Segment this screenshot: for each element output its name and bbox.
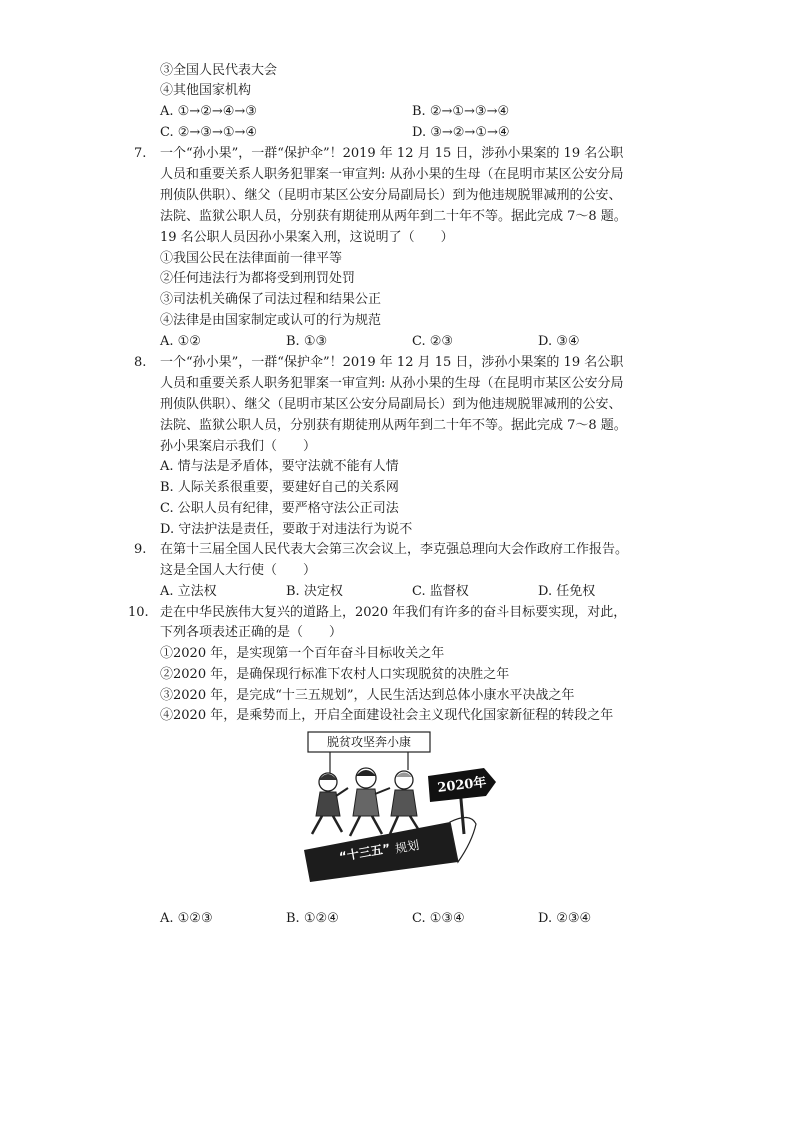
q10-item-3: ③2020 年，是完成“十三五规划”，人民生活达到总体小康水平决战之年 (160, 688, 575, 703)
q8-stem-line: 一个“孙小果”，一群“保护伞”！2019 年 12 月 15 日，涉孙小果案的 19 名公职 (160, 355, 624, 370)
q7-item-1: ①我国公民在法律面前一律平等 (160, 251, 343, 266)
person-2-figure (350, 768, 390, 836)
cartoon-illustration (300, 730, 498, 885)
q10-option-a: A. ①②③ (160, 911, 213, 926)
q8-number: 8. (134, 355, 147, 370)
q8-option-d: D. 守法护法是责任，要敢于对违法行为说不 (160, 522, 413, 537)
q9-question: 这是全国人大行使（ ） (160, 563, 317, 578)
q7-number: 7. (134, 146, 147, 161)
q6-item-3: ③全国人民代表大会 (160, 63, 278, 78)
q7-item-3: ③司法机关确保了司法过程和结果公正 (160, 292, 382, 307)
q8-stem-line: 刑侦队供职）、继父（昆明市某区公安分局副局长）到为他违规脱罪减刑的公安、 (160, 397, 622, 412)
q10-stem-line: 走在中华民族伟大复兴的道路上，2020 年我们有许多的奋斗目标要实现，对此， (160, 605, 627, 620)
q10-option-b: B. ①②④ (286, 911, 339, 926)
q10-item-2: ②2020 年，是确保现行标准下农村人口实现脱贫的决胜之年 (160, 667, 510, 682)
q7-stem-line: 法院、监狱公职人员，分别获有期徒刑从两年到二十年不等。据此完成 7～8 题。 (160, 209, 627, 224)
q9-stem-line: 在第十三届全国人民代表大会第三次会议上，李克强总理向大会作政府工作报告。 (160, 542, 629, 557)
q7-stem-line: 人员和重要关系人职务犯罪案一审宣判: 从孙小果的生母（在昆明市某区公安分局 (160, 167, 624, 182)
q10-question: 下列各项表述正确的是（ ） (160, 625, 343, 640)
q7-option-d: D. ③④ (538, 334, 580, 349)
q7-stem-line: 一个“孙小果”，一群“保护伞”！2019 年 12 月 15 日，涉孙小果案的 19 名公职 (160, 146, 624, 161)
q8-question: 孙小果案启示我们（ ） (160, 439, 317, 454)
sleeve-label-rest: 规划 (394, 837, 421, 856)
q8-option-b: B. 人际关系很重要，要建好自己的关系网 (160, 480, 399, 495)
person-3-figure (390, 771, 420, 834)
q8-option-c: C. 公职人员有纪律，要严格守法公正司法 (160, 501, 399, 516)
banner-text: 脱贫攻坚奔小康 (326, 735, 412, 749)
q9-option-a: A. 立法权 (160, 584, 217, 599)
q10-item-4: ④2020 年，是乘势而上，开启全面建设社会主义现代化国家新征程的转段之年 (160, 708, 614, 723)
sleeve-label-quoted: “十三五” (338, 841, 392, 864)
q8-stem-line: 法院、监狱公职人员，分别获有期徒刑从两年到二十年不等。据此完成 7～8 题。 (160, 418, 627, 433)
q7-stem-line: 刑侦队供职）、继父（昆明市某区公安分局副局长）到为他违规脱罪减刑的公安、 (160, 188, 622, 203)
q7-option-c: C. ②③ (412, 334, 454, 349)
q6-option-b: B. ②→①→③→④ (412, 104, 510, 119)
q9-option-d: D. 任免权 (538, 584, 596, 599)
q6-option-c: C. ②→③→①→④ (160, 125, 258, 140)
signpost-text: 2020年 (436, 775, 488, 796)
q6-option-d: D. ③→②→①→④ (412, 125, 510, 140)
q6-option-a: A. ①→②→④→③ (160, 104, 257, 119)
q7-item-4: ④法律是由国家制定或认可的行为规范 (160, 313, 382, 328)
q7-item-2: ②任何违法行为都将受到刑罚处罚 (160, 271, 356, 286)
q10-item-1: ①2020 年，是实现第一个百年奋斗目标收关之年 (160, 646, 445, 661)
q7-option-b: B. ①③ (286, 334, 328, 349)
q7-question: 19 名公职人员因孙小果案入刑，这说明了（ ） (160, 230, 454, 245)
q8-stem-line: 人员和重要关系人职务犯罪案一审宣判: 从孙小果的生母（在昆明市某区公安分局 (160, 376, 624, 391)
q9-number: 9. (134, 542, 147, 557)
q7-option-a: A. ①② (160, 334, 201, 349)
q10-option-c: C. ①③④ (412, 911, 465, 926)
person-1-figure (312, 773, 348, 834)
q10-option-d: D. ②③④ (538, 911, 592, 926)
q8-option-a: A. 情与法是矛盾体，要守法就不能有人情 (160, 459, 399, 474)
q6-item-4: ④其他国家机构 (160, 83, 252, 98)
q10-number: 10. (128, 605, 149, 620)
q9-option-b: B. 决定权 (286, 584, 343, 599)
q9-option-c: C. 监督权 (412, 584, 469, 599)
